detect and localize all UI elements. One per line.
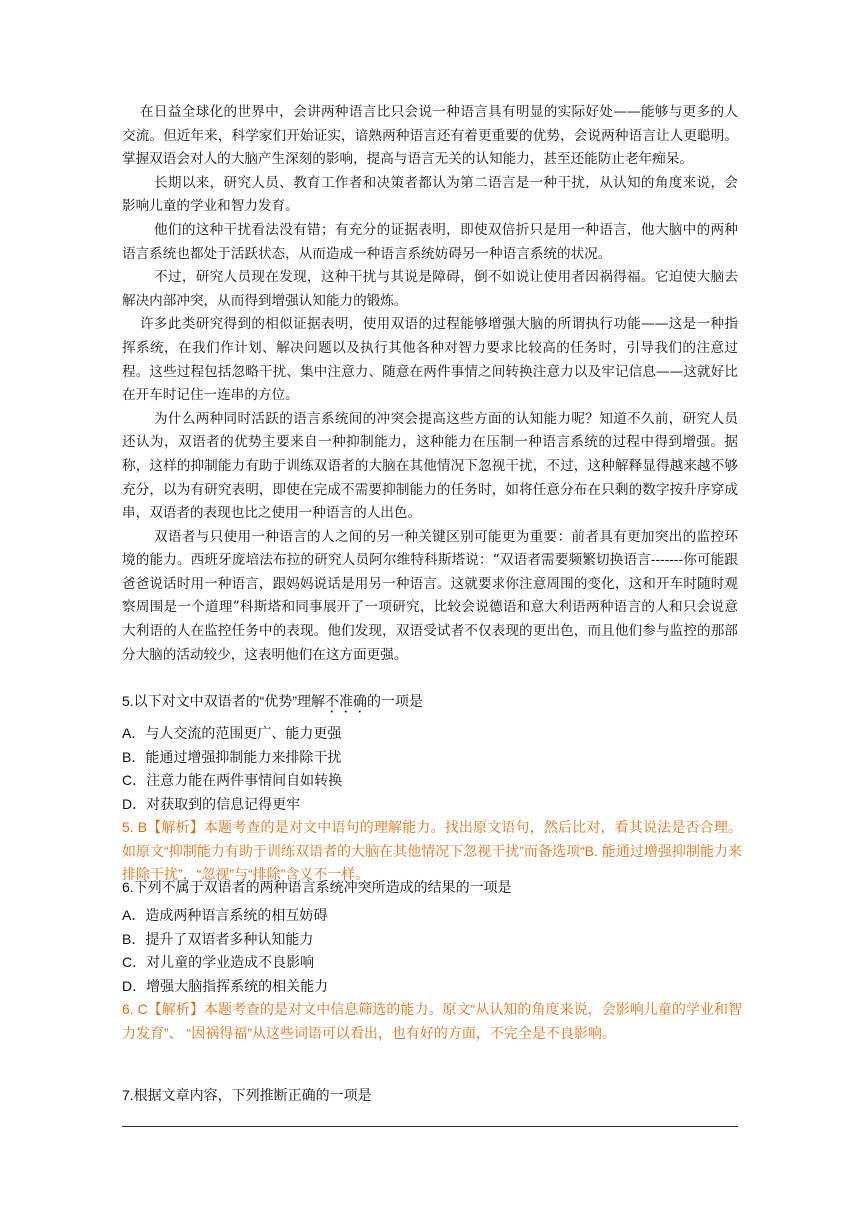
question-5-title-pre: 5.以下对文中双语者的“优势”理解 [122,693,325,709]
question-7 [122,1084,742,1106]
question-6-option-b: B．提升了双语者多种认知能力 [122,930,314,947]
paragraph-2: 长期以来，研究人员、教育工作者和决策者都认为第二语言是一种干扰，从认知的角度来说，会影响儿童的学业和智力发育。 [122,174,738,215]
question-6 [122,876,742,1045]
reading-passage [122,101,738,667]
paragraph-5: 许多此类研究得到的相似证据表明，使用双语的过程能够增强大脑的所谓执行功能——这是一种指挥系统，在我们作计划、解决问题以及执行其他各种对智力要求比较高的任务时，引导我们的注意过程。这些过程包括忽略干扰、集中注意力、随意在两件事情之间转换注意力以及牢记信息——这就好比在开车时记住一连串的方位。 [122,316,738,404]
question-6-option-c: C．对儿童的学业造成不良影响 [122,954,315,970]
paragraph-6: 为什么两种同时活跃的语言系统间的冲突会提高这些方面的认知能力呢？知道不久前，研究人员还认为，双语者的优势主要来自一种抑制能力，这种能力在压制一种语言系统的过程中得到增强。据称，这样的抑制能力有助于训练双语者的大脑在其他情况下忽视干扰，不过，这种解释显得越来越不够充分，以为有研究表明，即使在完成不需要抑制能力的任务时，如将任意分布在只剩的数字按升序穿成串，双语者的表现也比之使用一种语言的人出色。 [122,410,738,522]
question-5-options [122,722,742,816]
question-6-option-a: A．造成两种语言系统的相互妨碍 [122,907,328,923]
question-6-answer: 6. C【解析】本题考查的是对文中信息筛选的能力。原文“从认知的角度来说，会影响儿童的学业和智力发育”、 “因祸得福”从这些词语可以看出，也有好的方面，不完全是不良影响。 [122,1001,742,1041]
question-6-option-d: D．增强大脑指挥系统的相关能力 [122,977,329,994]
question-5-option-b: B．能通过增强抑制能力来排除干扰 [122,748,342,765]
paragraph-4: 不过，研究人员现在发现，这种干扰与其说是障碍，倒不如说让使用者因祸得福。它迫使大脑去解决内部冲突，从而得到增强认知能力的锻炼。 [122,269,738,309]
question-5-option-d: D．对获取到的信息记得更牢 [122,795,301,812]
question-5-title [122,690,742,716]
question-5-answer: 5. B【解析】本题考查的是对文中语句的理解能力。找出原文语句，然后比对，看其说法是否合理。如原文“抑制能力有助于训练双语者的大脑在其他情况下忽视干扰”而备选项“B. 能通过增强抑制能力来排除干扰”，“忽视”与“排除”含义不一样。 [122,819,742,882]
paragraph-3: 他们的这种干扰看法没有错；有充分的证据表明，即使双倍折只是用一种语言，他大脑中的两种语言系统也都处于活跃状态，从而造成一种语言系统妨碍另一种语言系统的状况。 [122,221,738,262]
paragraph-1: 在日益全球化的世界中，会讲两种语言比只会说一种语言具有明显的实际好处——能够与更多的人交流。但近年来，科学家们开始证实，谙熟两种语言还有着更重要的优势，会说两种语言让人更聪明。掌握双语会对人的大脑产生深刻的影响，提高与语言无关的认知能力，甚至还能防止老年痴呆。 [122,104,738,168]
paragraph-7: 双语者与只使用一种语言的人之间的另一种关键区别可能更为重要：前者具有更加突出的监控环境的能力。西班牙庞培法布拉的研究人员阿尔维特科斯塔说：“双语者需要频繁切换语言-------你可能跟爸爸说话时用一种语言，跟妈妈说话是用另一种语言。这就要求你注意周围的变化，这和开车时随时观察周围是一个道理”科斯塔和同事展开了一项研究，比较会说德语和意大利语两种语言的人和只会说意大利语的人在监控任务中的表现。他们发现，双语受试者不仅表现的更出色，而且他们参与监控的那部分大脑的活动较少，这表明他们在这方面更强。 [122,528,738,663]
answer-line [122,1126,738,1127]
question-6-title: 6.下列不属于双语者的两种语言系统冲突所造成的结果的一项是 [122,879,512,895]
question-7-title: 7.根据文章内容，下列推断正确的一项是 [122,1087,372,1103]
question-5-option-a: A．与人交流的范围更广、能力更强 [122,725,342,741]
question-5-option-c: C．注意力能在两件事情间自如转换 [122,772,343,788]
question-5 [122,690,742,887]
question-6-options [122,904,742,998]
question-5-title-emphasis: 不准确 [325,693,367,709]
question-5-title-post: 的一项是 [367,693,423,709]
